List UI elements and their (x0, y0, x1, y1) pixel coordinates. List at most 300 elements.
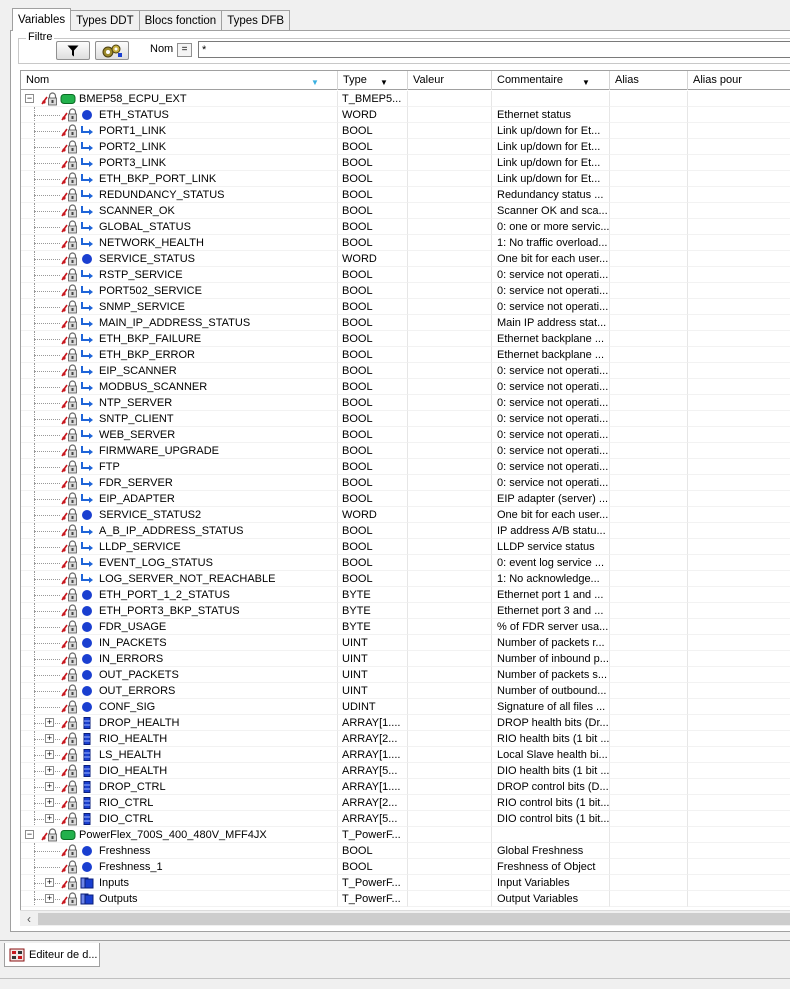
cell-comment[interactable]: One bit for each user... (492, 251, 610, 267)
cell-alias-for[interactable] (688, 635, 790, 651)
cell-alias[interactable] (610, 235, 688, 251)
cell-value[interactable] (408, 91, 492, 107)
column-header-valeur[interactable] (408, 71, 492, 90)
cell-value[interactable] (408, 539, 492, 555)
cell-type[interactable]: BOOL (338, 475, 408, 491)
cell-type[interactable]: ARRAY[5... (338, 763, 408, 779)
cell-alias[interactable] (610, 395, 688, 411)
cell-type[interactable]: ARRAY[2... (338, 731, 408, 747)
expand-icon[interactable]: + (46, 733, 53, 743)
cell-value[interactable] (408, 203, 492, 219)
table-row[interactable] (21, 267, 790, 283)
cell-name[interactable] (21, 395, 338, 411)
cell-name[interactable] (21, 635, 338, 651)
cell-alias[interactable] (610, 859, 688, 875)
cell-alias[interactable] (610, 875, 688, 891)
cell-name[interactable] (21, 219, 338, 235)
cell-value[interactable] (408, 363, 492, 379)
cell-alias-for[interactable] (688, 843, 790, 859)
cell-name[interactable] (21, 459, 338, 475)
cell-alias[interactable] (610, 427, 688, 443)
cell-comment[interactable]: 0: service not operati... (492, 443, 610, 459)
cell-value[interactable] (408, 763, 492, 779)
table-row[interactable] (21, 891, 790, 907)
scroll-left-icon[interactable]: ‹ (27, 912, 31, 926)
cell-value[interactable] (408, 523, 492, 539)
cell-alias-for[interactable] (688, 715, 790, 731)
cell-value[interactable] (408, 443, 492, 459)
expand-icon[interactable]: + (46, 765, 53, 775)
cell-name[interactable] (21, 699, 338, 715)
cell-alias-for[interactable] (688, 491, 790, 507)
cell-name[interactable] (21, 299, 338, 315)
table-row[interactable] (21, 459, 790, 475)
cell-name[interactable] (21, 139, 338, 155)
cell-alias-for[interactable] (688, 891, 790, 907)
cell-comment[interactable]: RIO health bits (1 bit ... (492, 731, 610, 747)
table-row[interactable] (21, 859, 790, 875)
cell-alias[interactable] (610, 667, 688, 683)
cell-comment[interactable]: 0: service not operati... (492, 459, 610, 475)
cell-type[interactable]: BOOL (338, 187, 408, 203)
table-row[interactable] (21, 571, 790, 587)
cell-name[interactable] (21, 171, 338, 187)
cell-comment[interactable]: Link up/down for Et... (492, 171, 610, 187)
cell-value[interactable] (408, 347, 492, 363)
cell-alias-for[interactable] (688, 331, 790, 347)
cell-alias[interactable] (610, 811, 688, 827)
cell-alias-for[interactable] (688, 523, 790, 539)
table-row[interactable] (21, 779, 790, 795)
cell-name[interactable] (21, 667, 338, 683)
cell-comment[interactable]: 0: service not operati... (492, 475, 610, 491)
table-row[interactable] (21, 411, 790, 427)
cell-alias[interactable] (610, 139, 688, 155)
cell-alias[interactable] (610, 267, 688, 283)
cell-type[interactable]: ARRAY[1.... (338, 747, 408, 763)
cell-name[interactable] (21, 555, 338, 571)
cell-name[interactable] (21, 891, 338, 907)
cell-alias-for[interactable] (688, 555, 790, 571)
table-row[interactable] (21, 155, 790, 171)
scrollbar-thumb[interactable] (38, 913, 790, 925)
cell-alias[interactable] (610, 699, 688, 715)
cell-type[interactable]: BOOL (338, 299, 408, 315)
cell-comment[interactable]: Local Slave health bi... (492, 747, 610, 763)
cell-alias[interactable] (610, 779, 688, 795)
table-row[interactable] (21, 699, 790, 715)
cell-type[interactable]: ARRAY[1.... (338, 715, 408, 731)
table-row[interactable] (21, 379, 790, 395)
cell-name[interactable] (21, 875, 338, 891)
cell-type[interactable]: BOOL (338, 347, 408, 363)
cell-alias[interactable] (610, 731, 688, 747)
cell-alias[interactable] (610, 331, 688, 347)
cell-type[interactable]: WORD (338, 107, 408, 123)
cell-comment[interactable]: Ethernet port 1 and ... (492, 587, 610, 603)
cell-alias-for[interactable] (688, 219, 790, 235)
cell-alias-for[interactable] (688, 699, 790, 715)
cell-alias[interactable] (610, 683, 688, 699)
cell-comment[interactable]: Main IP address stat... (492, 315, 610, 331)
cell-alias-for[interactable] (688, 875, 790, 891)
cell-value[interactable] (408, 667, 492, 683)
cell-alias[interactable] (610, 283, 688, 299)
cell-type[interactable]: BOOL (338, 379, 408, 395)
cell-type[interactable]: UDINT (338, 699, 408, 715)
cell-value[interactable] (408, 235, 492, 251)
cell-alias-for[interactable] (688, 395, 790, 411)
cell-comment[interactable]: DROP health bits (Dr... (492, 715, 610, 731)
cell-type[interactable]: BOOL (338, 555, 408, 571)
cell-alias[interactable] (610, 299, 688, 315)
expand-icon[interactable]: + (46, 813, 53, 823)
cell-alias-for[interactable] (688, 187, 790, 203)
cell-value[interactable] (408, 107, 492, 123)
column-header-alias[interactable] (610, 71, 688, 90)
table-row[interactable] (21, 555, 790, 571)
cell-type[interactable]: T_BMEP5... (338, 91, 408, 107)
cell-value[interactable] (408, 379, 492, 395)
table-row[interactable] (21, 587, 790, 603)
cell-value[interactable] (408, 811, 492, 827)
cell-alias[interactable] (610, 347, 688, 363)
cell-type[interactable]: BOOL (338, 235, 408, 251)
table-row[interactable] (21, 171, 790, 187)
table-row[interactable] (21, 123, 790, 139)
cell-type[interactable]: BOOL (338, 171, 408, 187)
cell-type[interactable]: WORD (338, 251, 408, 267)
cell-name[interactable] (21, 347, 338, 363)
cell-name[interactable] (21, 331, 338, 347)
cell-value[interactable] (408, 603, 492, 619)
cell-alias[interactable] (610, 795, 688, 811)
cell-type[interactable]: BOOL (338, 411, 408, 427)
cell-value[interactable] (408, 779, 492, 795)
filter-options-button[interactable] (95, 41, 129, 60)
cell-alias-for[interactable] (688, 571, 790, 587)
table-row[interactable] (21, 443, 790, 459)
cell-value[interactable] (408, 651, 492, 667)
cell-comment[interactable]: Global Freshness (492, 843, 610, 859)
cell-type[interactable]: BOOL (338, 363, 408, 379)
column-header-nom[interactable] (21, 71, 338, 90)
cell-comment[interactable]: 0: service not operati... (492, 363, 610, 379)
cell-name[interactable] (21, 603, 338, 619)
collapse-icon[interactable]: − (26, 93, 33, 103)
cell-alias[interactable] (610, 443, 688, 459)
cell-name[interactable] (21, 91, 338, 107)
cell-type[interactable]: BOOL (338, 571, 408, 587)
cell-name[interactable] (21, 491, 338, 507)
expand-icon[interactable]: + (46, 781, 53, 791)
cell-comment[interactable]: Number of packets s... (492, 667, 610, 683)
cell-name[interactable] (21, 267, 338, 283)
cell-type[interactable]: BOOL (338, 139, 408, 155)
cell-name[interactable] (21, 619, 338, 635)
cell-name[interactable] (21, 747, 338, 763)
cell-type[interactable]: BOOL (338, 219, 408, 235)
cell-alias[interactable] (610, 411, 688, 427)
name-filter-input[interactable] (198, 41, 790, 58)
cell-type[interactable]: BOOL (338, 203, 408, 219)
cell-alias-for[interactable] (688, 811, 790, 827)
cell-name[interactable] (21, 651, 338, 667)
cell-alias[interactable] (610, 171, 688, 187)
cell-alias[interactable] (610, 651, 688, 667)
cell-type[interactable]: BOOL (338, 315, 408, 331)
cell-alias-for[interactable] (688, 171, 790, 187)
cell-type[interactable]: BOOL (338, 267, 408, 283)
table-row[interactable] (21, 507, 790, 523)
cell-alias[interactable] (610, 523, 688, 539)
cell-type[interactable]: ARRAY[1.... (338, 779, 408, 795)
cell-type[interactable]: T_PowerF... (338, 891, 408, 907)
cell-type[interactable]: T_PowerF... (338, 827, 408, 843)
column-header-type[interactable] (338, 71, 408, 90)
cell-value[interactable] (408, 123, 492, 139)
cell-alias-for[interactable] (688, 779, 790, 795)
cell-comment[interactable]: EIP adapter (server) ... (492, 491, 610, 507)
cell-name[interactable] (21, 539, 338, 555)
cell-value[interactable] (408, 427, 492, 443)
cell-value[interactable] (408, 571, 492, 587)
table-row[interactable] (21, 475, 790, 491)
cell-alias-for[interactable] (688, 859, 790, 875)
cell-alias[interactable] (610, 155, 688, 171)
cell-comment[interactable]: 0: service not operati... (492, 411, 610, 427)
cell-alias-for[interactable] (688, 763, 790, 779)
cell-comment[interactable]: Ethernet backplane ... (492, 347, 610, 363)
table-row[interactable] (21, 763, 790, 779)
cell-comment[interactable]: Freshness of Object (492, 859, 610, 875)
cell-name[interactable] (21, 811, 338, 827)
cell-name[interactable] (21, 251, 338, 267)
cell-alias-for[interactable] (688, 123, 790, 139)
cell-alias-for[interactable] (688, 507, 790, 523)
cell-alias-for[interactable] (688, 155, 790, 171)
cell-comment[interactable]: DROP control bits (D... (492, 779, 610, 795)
cell-value[interactable] (408, 331, 492, 347)
table-row[interactable] (21, 667, 790, 683)
cell-type[interactable]: WORD (338, 507, 408, 523)
cell-name[interactable] (21, 107, 338, 123)
cell-value[interactable] (408, 699, 492, 715)
cell-name[interactable] (21, 715, 338, 731)
cell-type[interactable]: BOOL (338, 283, 408, 299)
table-row[interactable] (21, 203, 790, 219)
cell-name[interactable] (21, 203, 338, 219)
cell-alias-for[interactable] (688, 283, 790, 299)
cell-type[interactable]: BOOL (338, 523, 408, 539)
tab-variables[interactable]: Variables (12, 8, 71, 31)
cell-alias-for[interactable] (688, 587, 790, 603)
cell-alias[interactable] (610, 507, 688, 523)
cell-alias[interactable] (610, 123, 688, 139)
cell-alias[interactable] (610, 219, 688, 235)
cell-value[interactable] (408, 875, 492, 891)
table-row[interactable] (21, 747, 790, 763)
cell-type[interactable]: BOOL (338, 123, 408, 139)
cell-value[interactable] (408, 619, 492, 635)
cell-name[interactable] (21, 587, 338, 603)
table-row[interactable] (21, 427, 790, 443)
cell-comment[interactable]: One bit for each user... (492, 507, 610, 523)
cell-name[interactable] (21, 827, 338, 843)
cell-alias[interactable] (610, 363, 688, 379)
cell-comment[interactable]: Output Variables (492, 891, 610, 907)
cell-alias[interactable] (610, 555, 688, 571)
cell-value[interactable] (408, 731, 492, 747)
cell-alias-for[interactable] (688, 91, 790, 107)
table-row[interactable] (21, 619, 790, 635)
cell-comment[interactable]: 0: service not operati... (492, 299, 610, 315)
cell-comment[interactable]: Input Variables (492, 875, 610, 891)
cell-name[interactable] (21, 795, 338, 811)
cell-alias-for[interactable] (688, 731, 790, 747)
table-row[interactable] (21, 875, 790, 891)
cell-alias-for[interactable] (688, 251, 790, 267)
table-row[interactable] (21, 635, 790, 651)
cell-alias-for[interactable] (688, 107, 790, 123)
cell-name[interactable] (21, 731, 338, 747)
cell-alias[interactable] (610, 491, 688, 507)
table-row-group[interactable] (21, 827, 790, 843)
cell-alias[interactable] (610, 603, 688, 619)
cell-alias[interactable] (610, 843, 688, 859)
cell-alias-for[interactable] (688, 363, 790, 379)
expand-icon[interactable]: + (46, 797, 53, 807)
cell-alias-for[interactable] (688, 619, 790, 635)
cell-value[interactable] (408, 827, 492, 843)
horizontal-scrollbar[interactable] (20, 910, 790, 926)
table-row[interactable] (21, 603, 790, 619)
cell-alias[interactable] (610, 459, 688, 475)
cell-comment[interactable]: 0: event log service ... (492, 555, 610, 571)
cell-comment[interactable]: Ethernet backplane ... (492, 331, 610, 347)
cell-comment[interactable]: DIO health bits (1 bit ... (492, 763, 610, 779)
cell-name[interactable] (21, 123, 338, 139)
table-row[interactable] (21, 315, 790, 331)
tab-types-dfb[interactable]: Types DFB (221, 10, 290, 31)
cell-alias-for[interactable] (688, 539, 790, 555)
cell-comment[interactable]: Scanner OK and sca... (492, 203, 610, 219)
column-header-commentaire[interactable] (492, 71, 610, 90)
cell-comment[interactable]: Number of outbound... (492, 683, 610, 699)
cell-name[interactable] (21, 475, 338, 491)
cell-value[interactable] (408, 299, 492, 315)
cell-comment[interactable]: Ethernet port 3 and ... (492, 603, 610, 619)
cell-comment[interactable]: 1: No traffic overload... (492, 235, 610, 251)
cell-alias-for[interactable] (688, 443, 790, 459)
cell-name[interactable] (21, 523, 338, 539)
cell-alias[interactable] (610, 715, 688, 731)
cell-alias-for[interactable] (688, 683, 790, 699)
cell-type[interactable]: ARRAY[5... (338, 811, 408, 827)
cell-name[interactable] (21, 363, 338, 379)
cell-comment[interactable]: Link up/down for Et... (492, 139, 610, 155)
collapse-icon[interactable]: − (26, 829, 33, 839)
cell-comment[interactable]: LLDP service status (492, 539, 610, 555)
cell-alias[interactable] (610, 91, 688, 107)
cell-value[interactable] (408, 219, 492, 235)
cell-alias[interactable] (610, 379, 688, 395)
table-row[interactable] (21, 299, 790, 315)
table-row[interactable] (21, 331, 790, 347)
cell-comment[interactable]: % of FDR server usa... (492, 619, 610, 635)
cell-value[interactable] (408, 859, 492, 875)
cell-comment[interactable]: 0: service not operati... (492, 395, 610, 411)
table-row[interactable] (21, 843, 790, 859)
cell-alias-for[interactable] (688, 203, 790, 219)
expand-icon[interactable]: + (46, 717, 53, 727)
table-row[interactable] (21, 811, 790, 827)
table-row[interactable] (21, 523, 790, 539)
expand-icon[interactable]: + (46, 893, 53, 903)
tab-blocs-fonction[interactable]: Blocs fonction (139, 10, 223, 31)
cell-name[interactable] (21, 235, 338, 251)
cell-alias-for[interactable] (688, 315, 790, 331)
cell-comment[interactable]: 1: No acknowledge... (492, 571, 610, 587)
cell-alias-for[interactable] (688, 795, 790, 811)
cell-type[interactable]: BOOL (338, 843, 408, 859)
cell-value[interactable] (408, 267, 492, 283)
cell-value[interactable] (408, 459, 492, 475)
cell-value[interactable] (408, 283, 492, 299)
table-row[interactable] (21, 715, 790, 731)
table-row[interactable] (21, 395, 790, 411)
table-row[interactable] (21, 795, 790, 811)
cell-alias-for[interactable] (688, 267, 790, 283)
cell-name[interactable] (21, 507, 338, 523)
table-row[interactable] (21, 107, 790, 123)
cell-alias[interactable] (610, 539, 688, 555)
cell-value[interactable] (408, 315, 492, 331)
cell-name[interactable] (21, 779, 338, 795)
table-row[interactable] (21, 731, 790, 747)
cell-alias-for[interactable] (688, 747, 790, 763)
table-row[interactable] (21, 651, 790, 667)
cell-alias[interactable] (610, 187, 688, 203)
cell-alias-for[interactable] (688, 411, 790, 427)
cell-value[interactable] (408, 715, 492, 731)
table-row[interactable] (21, 347, 790, 363)
cell-type[interactable]: BOOL (338, 539, 408, 555)
cell-comment[interactable]: Signature of all files ... (492, 699, 610, 715)
cell-value[interactable] (408, 171, 492, 187)
cell-value[interactable] (408, 411, 492, 427)
cell-value[interactable] (408, 587, 492, 603)
cell-value[interactable] (408, 187, 492, 203)
cell-alias-for[interactable] (688, 475, 790, 491)
cell-alias-for[interactable] (688, 139, 790, 155)
cell-comment[interactable]: 0: service not operati... (492, 267, 610, 283)
cell-alias[interactable] (610, 251, 688, 267)
cell-alias-for[interactable] (688, 459, 790, 475)
cell-comment[interactable]: Ethernet status (492, 107, 610, 123)
cell-value[interactable] (408, 491, 492, 507)
cell-alias[interactable] (610, 315, 688, 331)
cell-name[interactable] (21, 187, 338, 203)
table-row[interactable] (21, 683, 790, 699)
cell-comment[interactable] (492, 827, 610, 843)
cell-type[interactable]: BOOL (338, 443, 408, 459)
cell-alias-for[interactable] (688, 651, 790, 667)
table-row[interactable] (21, 539, 790, 555)
cell-value[interactable] (408, 251, 492, 267)
cell-type[interactable]: ARRAY[2... (338, 795, 408, 811)
cell-type[interactable]: UINT (338, 635, 408, 651)
